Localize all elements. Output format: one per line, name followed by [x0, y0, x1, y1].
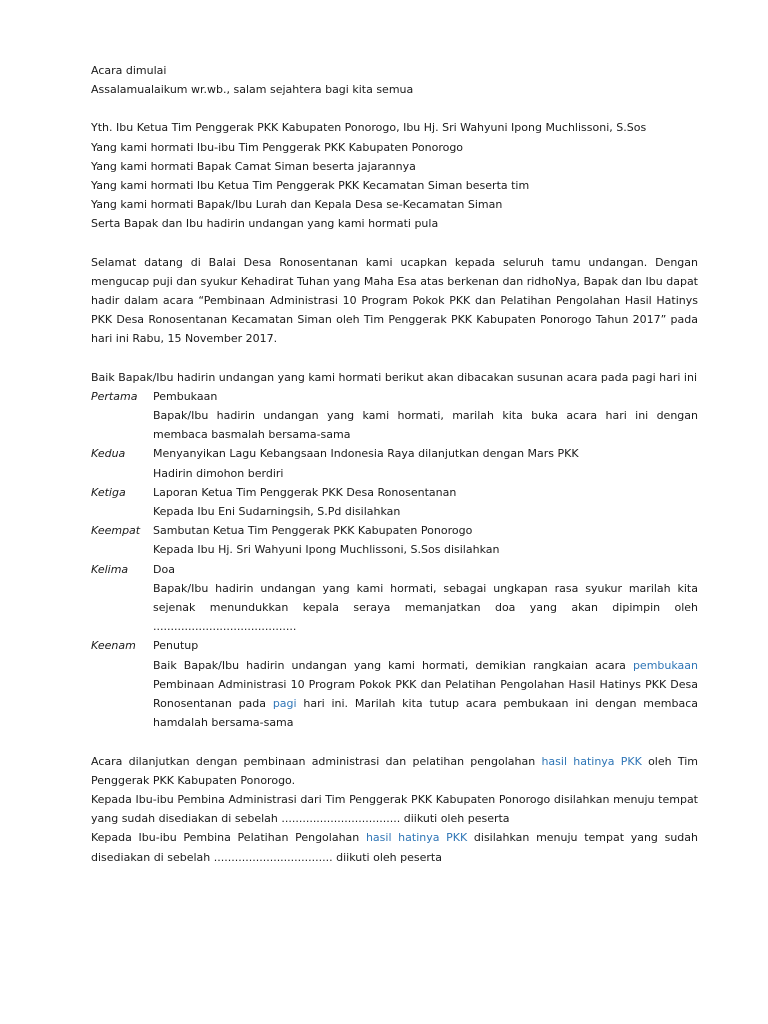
agenda-title: Menyanyikan Lagu Kebangsaan Indonesia Raya dilanjutkan dengan Mars PKK — [153, 447, 579, 461]
agenda-label: Keenam — [91, 639, 136, 653]
highlight-link[interactable]: pembukaan — [632, 658, 698, 672]
paragraph-text: disilahkan menuju tempat yang sudah disediakan di sebelah .................................. diikuti oleh peserta — [91, 831, 698, 864]
greeting-line: Yang kami hormati Bapak Camat Siman beserta jajarannya — [91, 159, 416, 173]
greeting-line: Yang kami hormati Bapak/Ibu Lurah dan Kepala Desa se-Kecamatan Siman — [91, 198, 503, 212]
highlight-link[interactable]: pagi — [272, 697, 297, 711]
agenda-detail — [153, 656, 698, 733]
detail-text: Baik Bapak/Ibu hadirin undangan yang kami hormati, demikian rangkaian acara — [153, 658, 633, 672]
agenda-detail: Bapak/Ibu hadirin undangan yang kami hormati, sebagai ungkapan rasa syukur marilah kita sejenak menundukkan kepala seraya memanjatkan doa yang akan dipimpin oleh ......................................... — [153, 581, 698, 634]
agenda-label: Kelima — [91, 562, 129, 576]
agenda-detail: Kepada Ibu Hj. Sri Wahyuni Ipong Muchlissoni, S.Sos disilahkan — [153, 543, 500, 557]
paragraph-text: Acara dilanjutkan dengan pembinaan administrasi dan pelatihan pengolahan — [91, 754, 542, 768]
agenda-item — [91, 387, 698, 445]
agenda-label: Keempat — [91, 524, 141, 538]
agenda-item — [91, 636, 698, 732]
continuation-paragraph — [91, 828, 698, 866]
paragraph-text: oleh Tim Penggerak PKK Kabupaten Ponorogo. — [91, 754, 698, 787]
agenda-label: Kedua — [91, 447, 126, 461]
agenda-intro: Baik Bapak/Ibu hadirin undangan yang kami hormati berikut akan dibacakan susunan acara pada pagi hari ini — [91, 370, 698, 384]
detail-text: Pembinaan Administrasi 10 Program Pokok PKK dan Pelatihan Pengolahan Hasil Hatinys PKK Desa Ronosentanan pada — [153, 677, 698, 711]
agenda-item — [91, 483, 698, 521]
agenda-detail: Kepada Ibu Eni Sudarningsih, S.Pd disilahkan — [153, 505, 401, 519]
continuation-paragraph: Kepada Ibu-ibu Pembina Administrasi dari Tim Penggerak PKK Kabupaten Ponorogo disilahkan menuju tempat yang sudah disediakan di sebelah .................................. diikuti oleh peserta — [91, 792, 698, 826]
greeting-line: Yth. Ibu Ketua Tim Penggerak PKK Kabupaten Ponorogo, Ibu Hj. Sri Wahyuni Ipong Muchlissoni, S.Sos — [91, 121, 647, 135]
greeting-line: Yang kami hormati Ibu Ketua Tim Penggerak PKK Kecamatan Siman beserta tim — [91, 179, 530, 193]
agenda-title: Doa — [153, 562, 175, 576]
agenda-detail: Hadirin dimohon berdiri — [153, 466, 284, 480]
highlight-link[interactable]: hasil hatinya PKK — [541, 754, 642, 768]
agenda-label: Pertama — [91, 389, 138, 403]
agenda-section — [91, 368, 698, 733]
opening-section — [91, 61, 698, 99]
welcome-paragraph: Selamat datang di Balai Desa Ronosentanan kami ucapkan kepada seluruh tamu undangan. Dengan mengucap puji dan syukur Kehadirat Tuhan yang Maha Esa atas berkenan dan ridhoNya, Bapak dan Ibu dapat hadir dalam acara “Pembinaan Administrasi 10 Program Pokok PKK dan Pelatihan Pengolahan Hasil Hatinys PKK Desa Ronosentanan Kecamatan Siman oleh Tim Penggerak PKK Kabupaten Ponorogo Tahun 2017” pada hari ini Rabu, 15 November 2017. — [91, 255, 698, 346]
detail-text: hari ini. Marilah kita tutup acara pembukaan ini dengan membaca hamdalah bersama-sama — [153, 697, 698, 730]
agenda-item — [91, 444, 698, 482]
greetings-section — [91, 118, 698, 233]
highlight-link[interactable]: hasil hatinya PKK — [365, 831, 468, 845]
salutation-line: Assalamualaikum wr.wb., salam sejahtera bagi kita semua — [91, 83, 414, 97]
agenda-detail: Bapak/Ibu hadirin undangan yang kami hormati, marilah kita buka acara hari ini dengan membaca basmalah bersama-sama — [153, 409, 698, 442]
agenda-item — [91, 521, 698, 559]
greeting-line: Serta Bapak dan Ibu hadirin undangan yang kami hormati pula — [91, 217, 439, 231]
agenda-item — [91, 560, 698, 637]
opening-line: Acara dimulai — [91, 64, 167, 77]
agenda-title: Laporan Ketua Tim Penggerak PKK Desa Ronosentanan — [153, 485, 457, 499]
paragraph-text: Kepada Ibu-ibu Pembina Pelatihan Pengolahan — [91, 831, 366, 845]
agenda-title: Penutup — [153, 639, 199, 653]
agenda-title: Pembukaan — [153, 389, 218, 403]
document-content — [91, 61, 698, 867]
agenda-label: Ketiga — [91, 485, 126, 499]
continuation-section — [91, 752, 698, 867]
greeting-line: Yang kami hormati Ibu-ibu Tim Penggerak PKK Kabupaten Ponorogo — [91, 140, 464, 154]
agenda-title: Sambutan Ketua Tim Penggerak PKK Kabupaten Ponorogo — [153, 524, 473, 538]
continuation-paragraph — [91, 752, 698, 790]
